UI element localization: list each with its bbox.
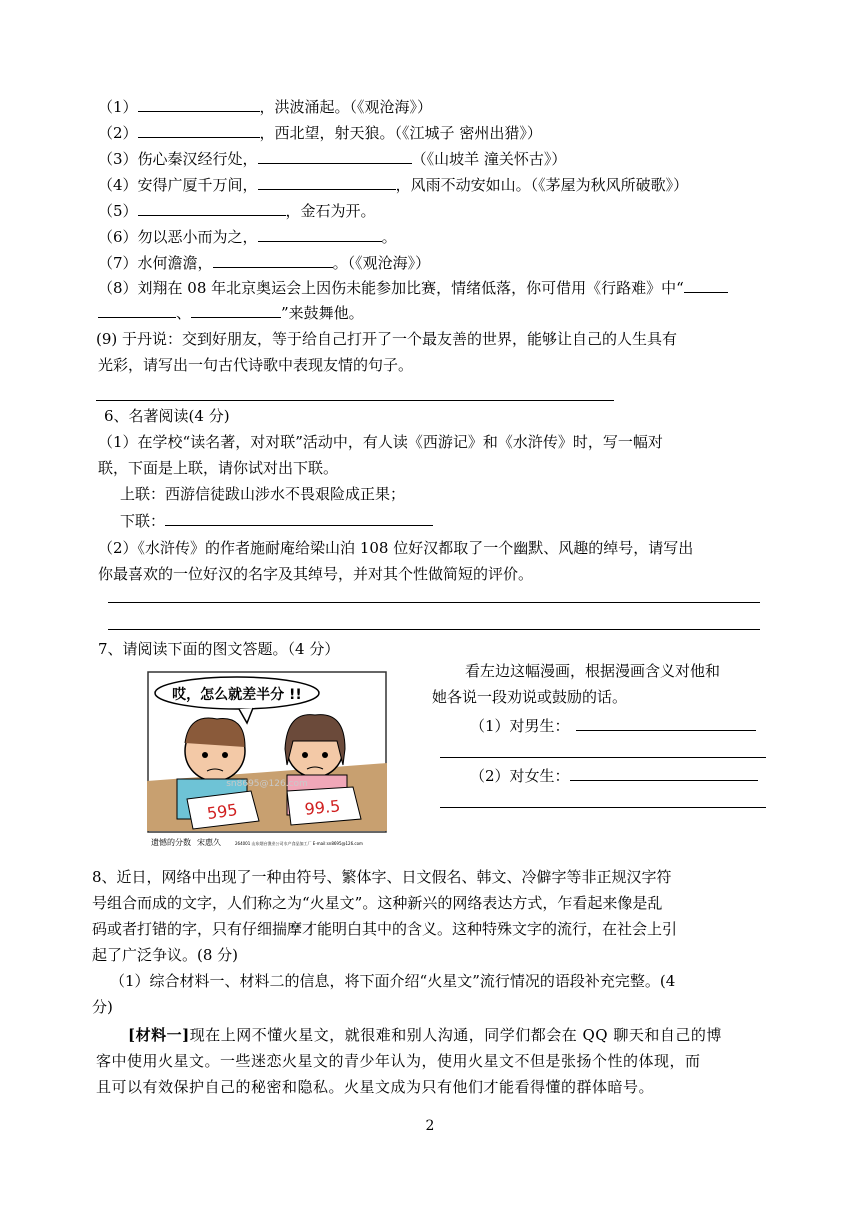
- q6-p2a: （2）《水浒传》的作者施耐庵给梁山泊 108 位好汉都取了一个幽默、风趣的绰号，请写出: [98, 539, 694, 557]
- answer-rule[interactable]: [108, 602, 760, 603]
- item-number: （6）: [98, 228, 138, 246]
- q5-line-6: [98, 225, 397, 248]
- q6-title: 6、名著阅读(4 分): [104, 407, 230, 425]
- boy-hair: [185, 718, 245, 747]
- answer-blank[interactable]: [684, 276, 728, 293]
- answer-blank[interactable]: [165, 509, 433, 526]
- answer-rule[interactable]: [440, 757, 766, 758]
- answer-blank[interactable]: [570, 764, 758, 781]
- q8-p1: 8、近日，网络中出现了一种由符号、繁体字、日文假名、韩文、冷僻字等非正规汉字符: [92, 868, 672, 886]
- q5-line-7: [98, 251, 430, 274]
- item-number: （2）: [98, 124, 138, 142]
- item-number: （1）: [98, 98, 138, 116]
- score-right: 99.5: [303, 796, 342, 819]
- item-text: ，金石为开。: [285, 202, 376, 220]
- q5-line-1: [98, 95, 432, 118]
- boy-eye: [222, 752, 228, 758]
- item-text: ，风雨不动安如山。（《茅屋为秋风所破歌》）: [395, 176, 689, 194]
- q5-line-9a: (9) 于丹说：交到好朋友，等于给自己打开了一个最友善的世界，能够让自己的人生具有: [96, 330, 678, 348]
- item-text: ，西北望，射天狼。（《江城子 密州出猎》）: [259, 124, 542, 142]
- item-text: （8）刘翔在 08 年北京奥运会上因伤未能参加比赛，情绪低落，你可借用《行路难》中“: [98, 279, 684, 297]
- answer-blank[interactable]: [138, 121, 260, 138]
- score-left: 595: [205, 800, 239, 824]
- q8-s1a: （1）综合材料一、材料二的信息，将下面介绍“火星文”流行情况的语段补充完整。(4: [110, 972, 676, 990]
- girl-eye: [322, 752, 328, 758]
- q7-boy-line: [470, 714, 756, 737]
- q6-xialian: [120, 509, 433, 532]
- answer-blank[interactable]: [258, 225, 382, 242]
- q5-line-9b: 光彩，请写出一句古代诗歌中表现友情的句子。: [98, 356, 414, 374]
- caption-title: 遗憾的分数: [151, 838, 191, 847]
- answer-blank[interactable]: [258, 147, 412, 164]
- page-number: 2: [425, 1118, 435, 1134]
- q7-right-1: 看左边这幅漫画，根据漫画含义对他和: [465, 662, 721, 680]
- q6-p1b: 联，下面是上联，请你试对出下联。: [98, 459, 339, 477]
- material-label: [材料一]: [128, 1026, 190, 1044]
- material-1-line-2: 客中使用火星文。一些迷恋火星文的青少年认为，使用火星文不但是张扬个性的体现，而: [96, 1052, 701, 1070]
- boy-eye: [202, 752, 208, 758]
- item-number: （4）: [98, 176, 138, 194]
- q8-p2: 号组合而成的文字，人们称之为“火星文”。这种新兴的网络表达方式，乍看起来像是乱: [92, 894, 663, 912]
- item-text: 。（《观沧海》）: [332, 254, 431, 272]
- q8-s1b: 分): [92, 998, 113, 1016]
- caption-author: 宋惠久: [197, 838, 221, 847]
- q6-p2b: 你最喜欢的一位好汉的名字及其绰号，并对其个性做简短的评价。: [98, 565, 534, 583]
- item-pre: 水何澹澹，: [137, 254, 213, 272]
- material-1-line-3: 且可以有效保护自己的秘密和隐私。火星文成为只有他们才能看得懂的群体暗号。: [96, 1078, 655, 1096]
- answer-blank[interactable]: [138, 199, 286, 216]
- material-text: 现在上网不懂火星文，就很难和别人沟通，同学们都会在 QQ 聊天和自己的博: [189, 1026, 722, 1044]
- watermark-text: sn8695@126.com: [226, 779, 308, 789]
- q6-p1a: （1）在学校“读名著，对对联”活动中，有人读《西游记》和《水浒传》时，写一幅对: [98, 433, 663, 451]
- q8-p4: 起了广泛争议。(8 分): [92, 946, 239, 964]
- girl-label: （2）对女生：: [470, 767, 570, 785]
- q5-line-8a: [98, 276, 728, 299]
- answer-blank[interactable]: [258, 173, 396, 190]
- cartoon-image: [147, 671, 387, 851]
- answer-rule[interactable]: [440, 807, 766, 808]
- item-sep: 、: [176, 304, 192, 322]
- answer-blank[interactable]: [191, 301, 281, 318]
- item-text: 。: [381, 228, 397, 246]
- girl-eye: [302, 752, 308, 758]
- item-text: ，洪波涌起。（《观沧海》）: [259, 98, 433, 116]
- answer-blank[interactable]: [576, 714, 756, 731]
- item-number: （7）: [98, 254, 138, 272]
- item-text: ”来鼓舞他。: [281, 304, 364, 322]
- boy-label: （1）对男生：: [470, 717, 570, 735]
- answer-blank[interactable]: [213, 251, 333, 268]
- q7-right-2: 她各说一段劝说或鼓励的话。: [432, 688, 628, 706]
- q8-p3: 码或者打错的字，只有仔细揣摩才能明白其中的含义。这种特殊文字的流行，在社会上引: [92, 920, 678, 938]
- q5-line-8b: [98, 301, 364, 324]
- caption-small: 264001 山东烟台渔业公司水产食品加工厂 E-mail:sn8695@126.com: [235, 841, 363, 846]
- q5-line-3: [98, 147, 566, 170]
- q5-line-5: [98, 199, 376, 222]
- q7-girl-line: [470, 764, 758, 787]
- material-1-line-1: [128, 1024, 722, 1046]
- answer-rule[interactable]: [96, 400, 614, 401]
- bubble-text: 哎，怎么就差半分 !!: [172, 687, 302, 703]
- item-text: （《山坡羊 潼关怀古》）: [411, 150, 567, 168]
- answer-rule[interactable]: [108, 629, 760, 630]
- xialian-label: 下联：: [120, 512, 166, 530]
- item-number: （5）: [98, 202, 138, 220]
- item-pre: 伤心秦汉经行处，: [137, 150, 258, 168]
- q5-line-2: [98, 121, 542, 144]
- q5-line-4: [98, 173, 688, 196]
- q6-shanglian: 上联：西游信徒跋山涉水不畏艰险成正果；: [120, 485, 406, 503]
- answer-blank[interactable]: [138, 95, 260, 112]
- item-pre: 勿以恶小而为之，: [137, 228, 258, 246]
- answer-blank[interactable]: [98, 301, 176, 318]
- q7-title: 7、请阅读下面的图文答题。（4 分）: [98, 640, 340, 658]
- item-pre: 安得广厦千万间，: [137, 176, 258, 194]
- item-number: （3）: [98, 150, 138, 168]
